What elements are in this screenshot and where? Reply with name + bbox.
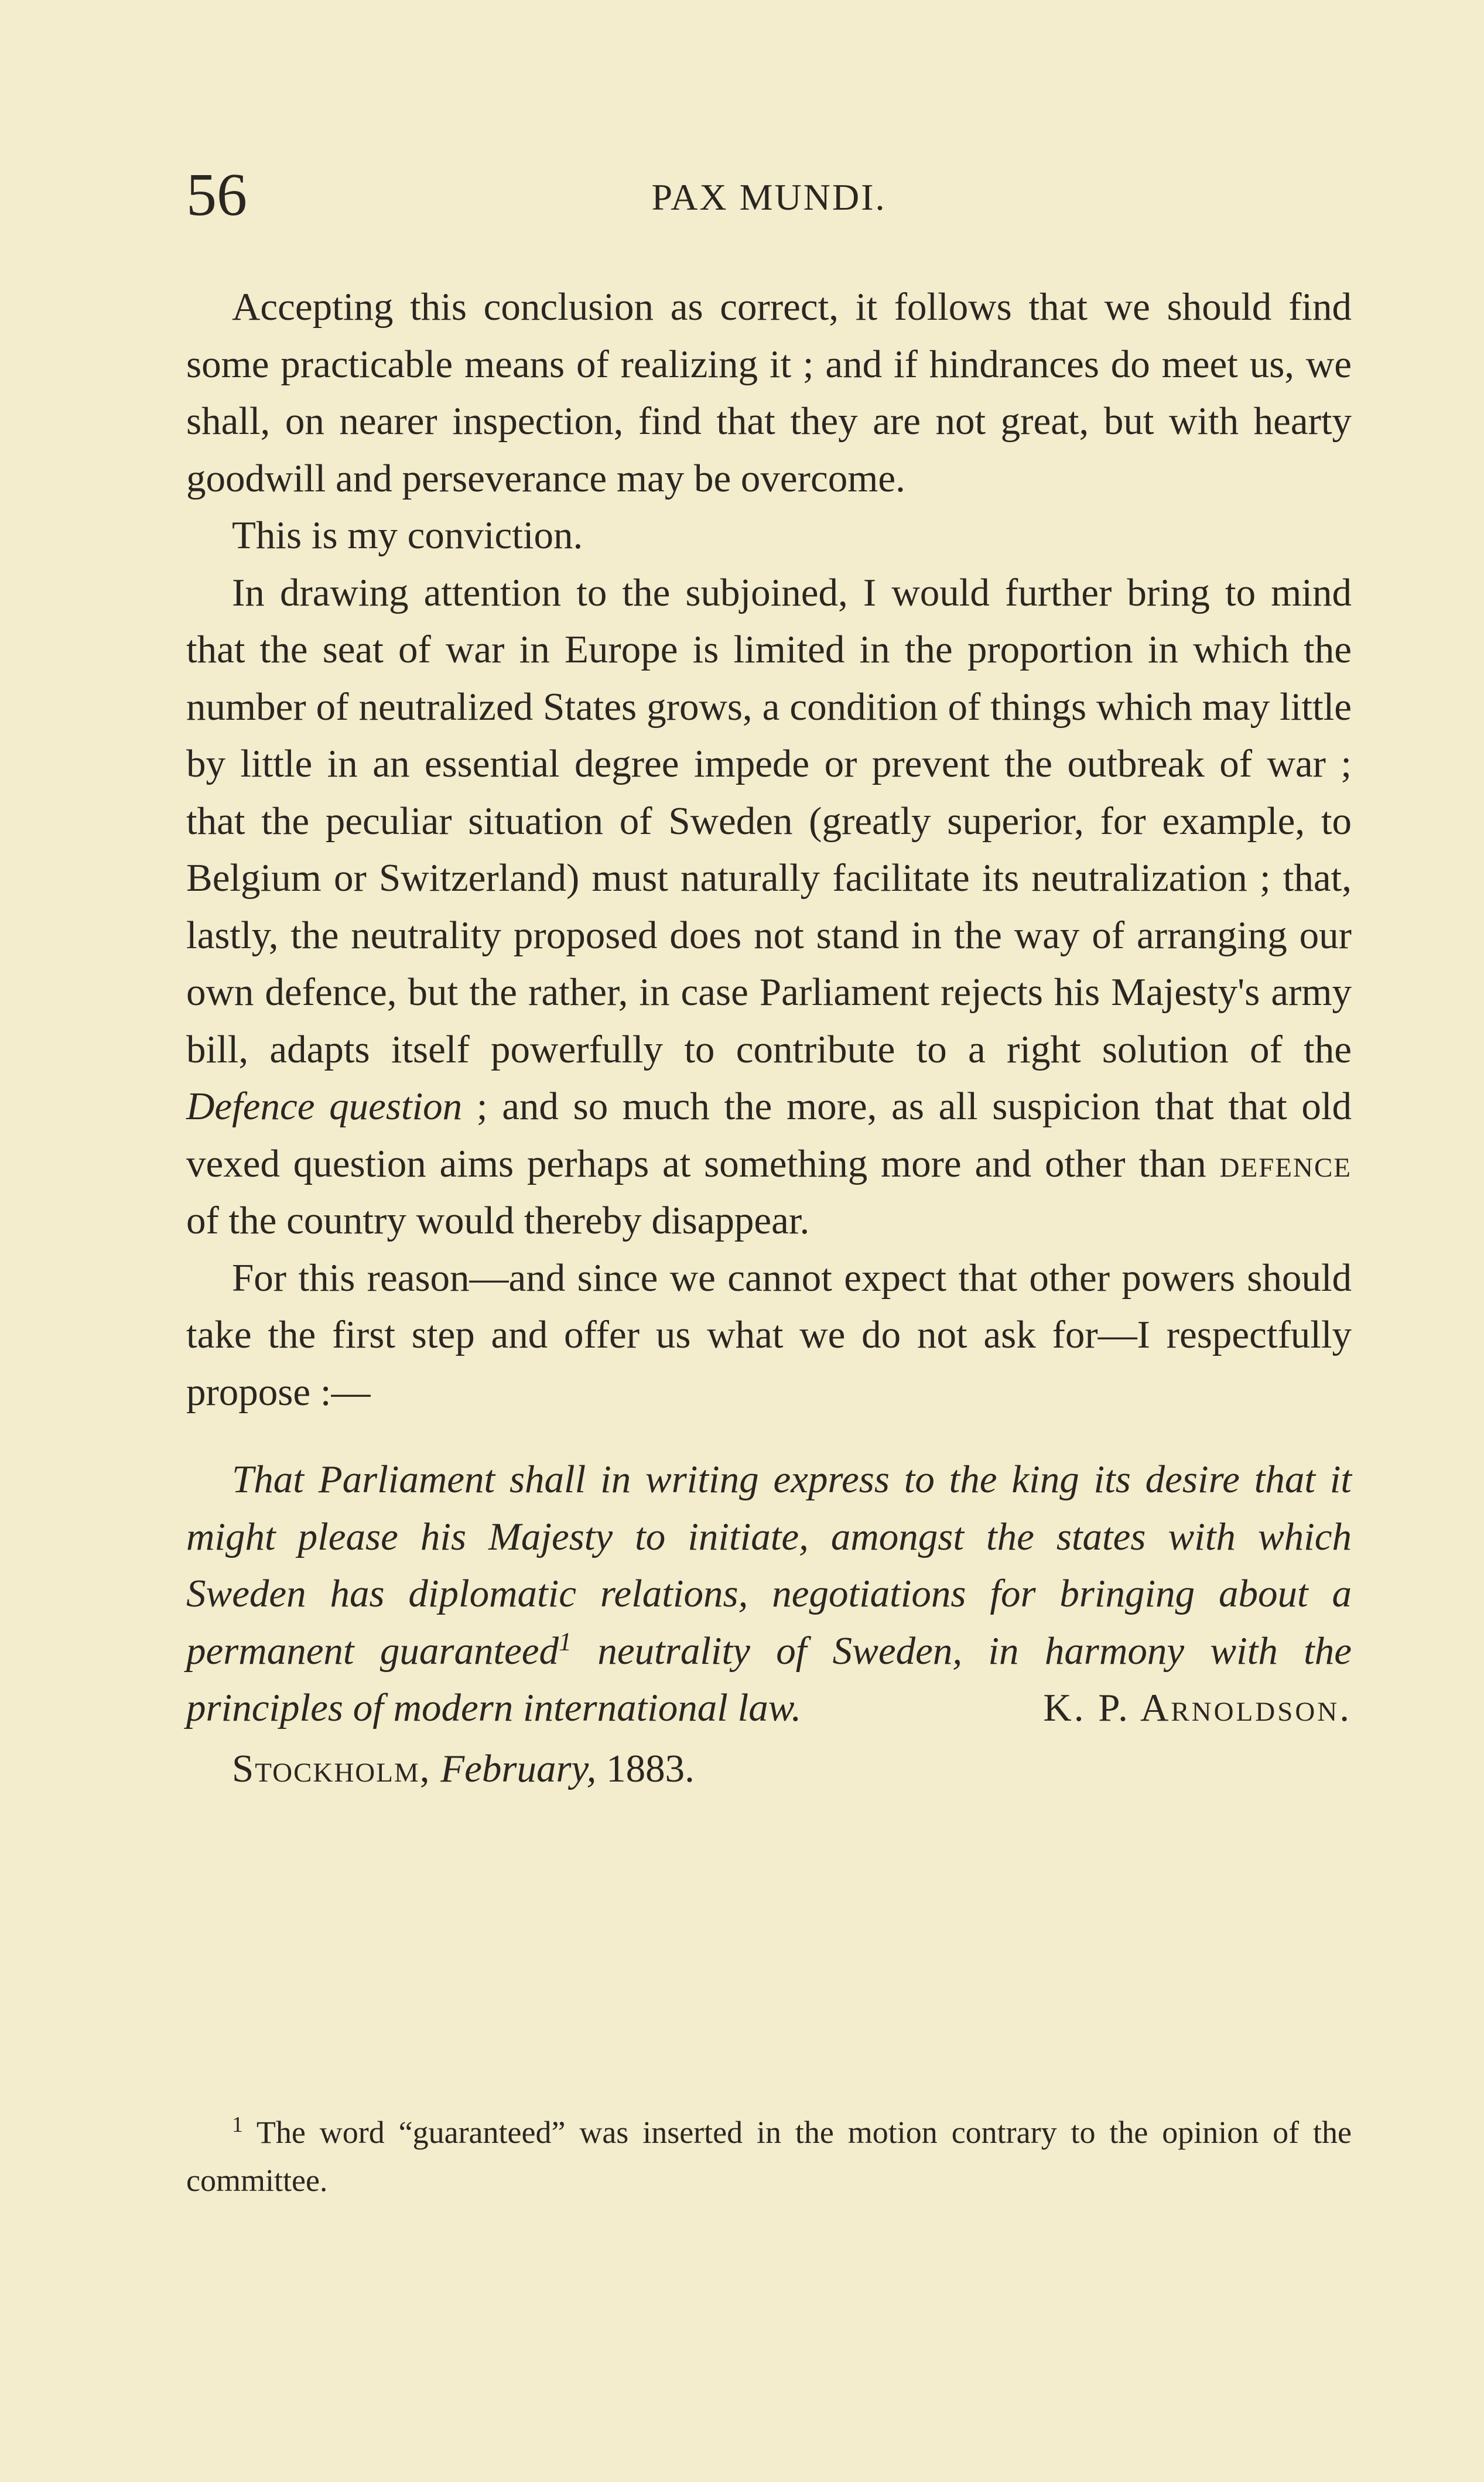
defence-question-emphasis: Defence question: [186, 1085, 463, 1128]
paragraph-3-text-a: In drawing attention to the subjoined, I would further bring to mind that the seat of war in Europe is limited in the proportion in which the number of neutralized States grows, a condition of things which may little by little in an essential degree impede or prevent the outbreak of war ; that the peculiar situation of Sweden (greatly superior, for example, to Belgium or Switzerland) must naturally facilitate its neutralization ; that, lastly, the neutrality proposed does not stand in the way of arranging our own defence, but the rather, in case Parliament rejects his Majesty's army bill, adapts itself powerfully to contribute to a right solution of the: [186, 570, 1352, 1071]
running-title: PAX MUNDI.: [651, 176, 887, 218]
body-text: [186, 279, 1352, 1797]
signature: K. P. Arnoldson.: [1043, 1686, 1352, 1729]
motion-text-a: That Parliament shall in writing express to the king its desire that it might please his Majesty to initiate, amongst the states with which Sweden has diplomatic relations, negotiations for bringing about a permanent guaranteed: [186, 1458, 1352, 1673]
defence-small-caps: defence: [1219, 1141, 1352, 1185]
motion-text-b: neutrality of Sweden, in harmony with the principles of modern international law.: [186, 1629, 1352, 1729]
dateline-place: Stockholm,: [232, 1746, 431, 1790]
dateline-year: 1883.: [606, 1746, 695, 1790]
dateline: [186, 1741, 1352, 1798]
footnote: [186, 2108, 1352, 2204]
page-number: 56: [186, 161, 247, 228]
page-header: [186, 163, 1352, 227]
paragraph-1: Accepting this conclusion as correct, it follows that we should find some practicable means of realizing it ; and if hindrances do meet us, we shall, on nearer inspection, find that they are not great, but with hearty goodwill and perseverance may be overcome.: [186, 285, 1352, 500]
footnote-marker: 1: [232, 2112, 243, 2137]
dateline-month: February,: [440, 1746, 597, 1790]
motion-text: [186, 1451, 1352, 1737]
paragraph-4: For this reason—and since we cannot expect that other powers should take the first step and offer us what we do not ask for—I respectfully propose :—: [186, 1256, 1352, 1414]
paragraph-3-text-c: of the country would thereby disappear.: [186, 1199, 810, 1242]
footnote-text: The word “guaranteed” was inserted in the motion contrary to the opinion of the committee.: [186, 2115, 1352, 2198]
paragraph-2: This is my conviction.: [232, 514, 583, 557]
paragraph-3: [186, 565, 1352, 1250]
footnote-reference: 1: [559, 1627, 572, 1656]
paragraph-3-text-b: ; and so much the more, as all suspicion that that old vexed question aims perhaps at something more and other than: [186, 1085, 1352, 1185]
